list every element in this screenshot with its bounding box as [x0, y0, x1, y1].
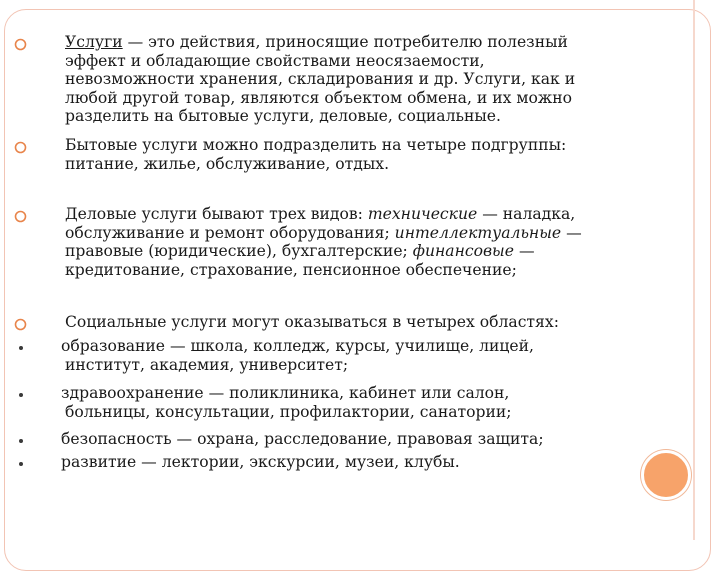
paragraph-social-services	[65, 313, 675, 332]
term-services: Услуги	[65, 33, 123, 51]
text-line: невозможности хранения, складирования и др. Услуги, как и	[65, 70, 576, 89]
text-line: образование — школа, колледж, курсы, училище, лицей,	[61, 337, 535, 355]
paragraph-business-services	[65, 205, 675, 279]
text-span: Деловые услуги бывают трех видов:	[65, 205, 368, 223]
text-line: институт, академия, университет;	[65, 355, 349, 374]
list-item-development	[61, 453, 671, 472]
bullet-icon	[14, 318, 27, 331]
text-line: развитие — лектории, экскурсии, музеи, клубы.	[61, 453, 460, 471]
text-span: — наладка,	[477, 205, 576, 223]
dot-bullet-icon	[19, 346, 23, 350]
text-span: обслуживание и ремонт оборудования;	[65, 223, 395, 242]
dot-bullet-icon	[19, 462, 23, 466]
text-span: —	[561, 223, 582, 242]
text-line: безопасность — охрана, расследование, правовая защита;	[61, 430, 544, 448]
dot-bullet-icon	[19, 393, 23, 397]
text-span: — это действия, приносящие потребителю полезный	[122, 33, 568, 51]
text-line: разделить на бытовые услуги, деловые, социальные.	[65, 107, 501, 126]
text-line	[65, 33, 675, 52]
text-line	[65, 242, 675, 261]
text-span: правовые (юридические), бухгалтерские;	[65, 242, 413, 261]
term-intellectual: интеллектуальные	[394, 223, 562, 242]
list-item-healthcare	[61, 384, 671, 421]
side-rule	[693, 0, 695, 540]
text-span: —	[513, 242, 535, 261]
bullet-icon	[14, 141, 27, 154]
text-line: питание, жилье, обслуживание, отдых.	[65, 154, 390, 173]
paragraph-household-services	[65, 136, 675, 173]
text-line: Социальные услуги могут оказываться в четырех областях:	[65, 313, 559, 331]
text-line: здравоохранение — поликлиника, кабинет или салон,	[61, 384, 510, 402]
text-line: любой другой товар, являются объектом обмена, и их можно	[65, 88, 573, 107]
text-line	[65, 224, 675, 243]
text-line: кредитование, страхование, пенсионное обеспечение;	[65, 260, 517, 279]
term-technical: технические	[367, 205, 478, 223]
text-line: Бытовые услуги можно подразделить на четыре подгруппы:	[65, 136, 567, 154]
term-financial: финансовые	[412, 242, 514, 261]
text-line	[65, 205, 675, 224]
text-line: эффект и обладающие свойствами неосязаемости,	[65, 51, 485, 70]
text-line: больницы, консультации, профилактории, санатории;	[65, 402, 512, 421]
dot-bullet-icon	[19, 439, 23, 443]
bullet-icon	[14, 38, 27, 51]
list-item-education	[61, 337, 671, 374]
paragraph-services-definition	[65, 33, 675, 126]
bullet-icon	[14, 210, 27, 223]
list-item-security	[61, 430, 671, 449]
